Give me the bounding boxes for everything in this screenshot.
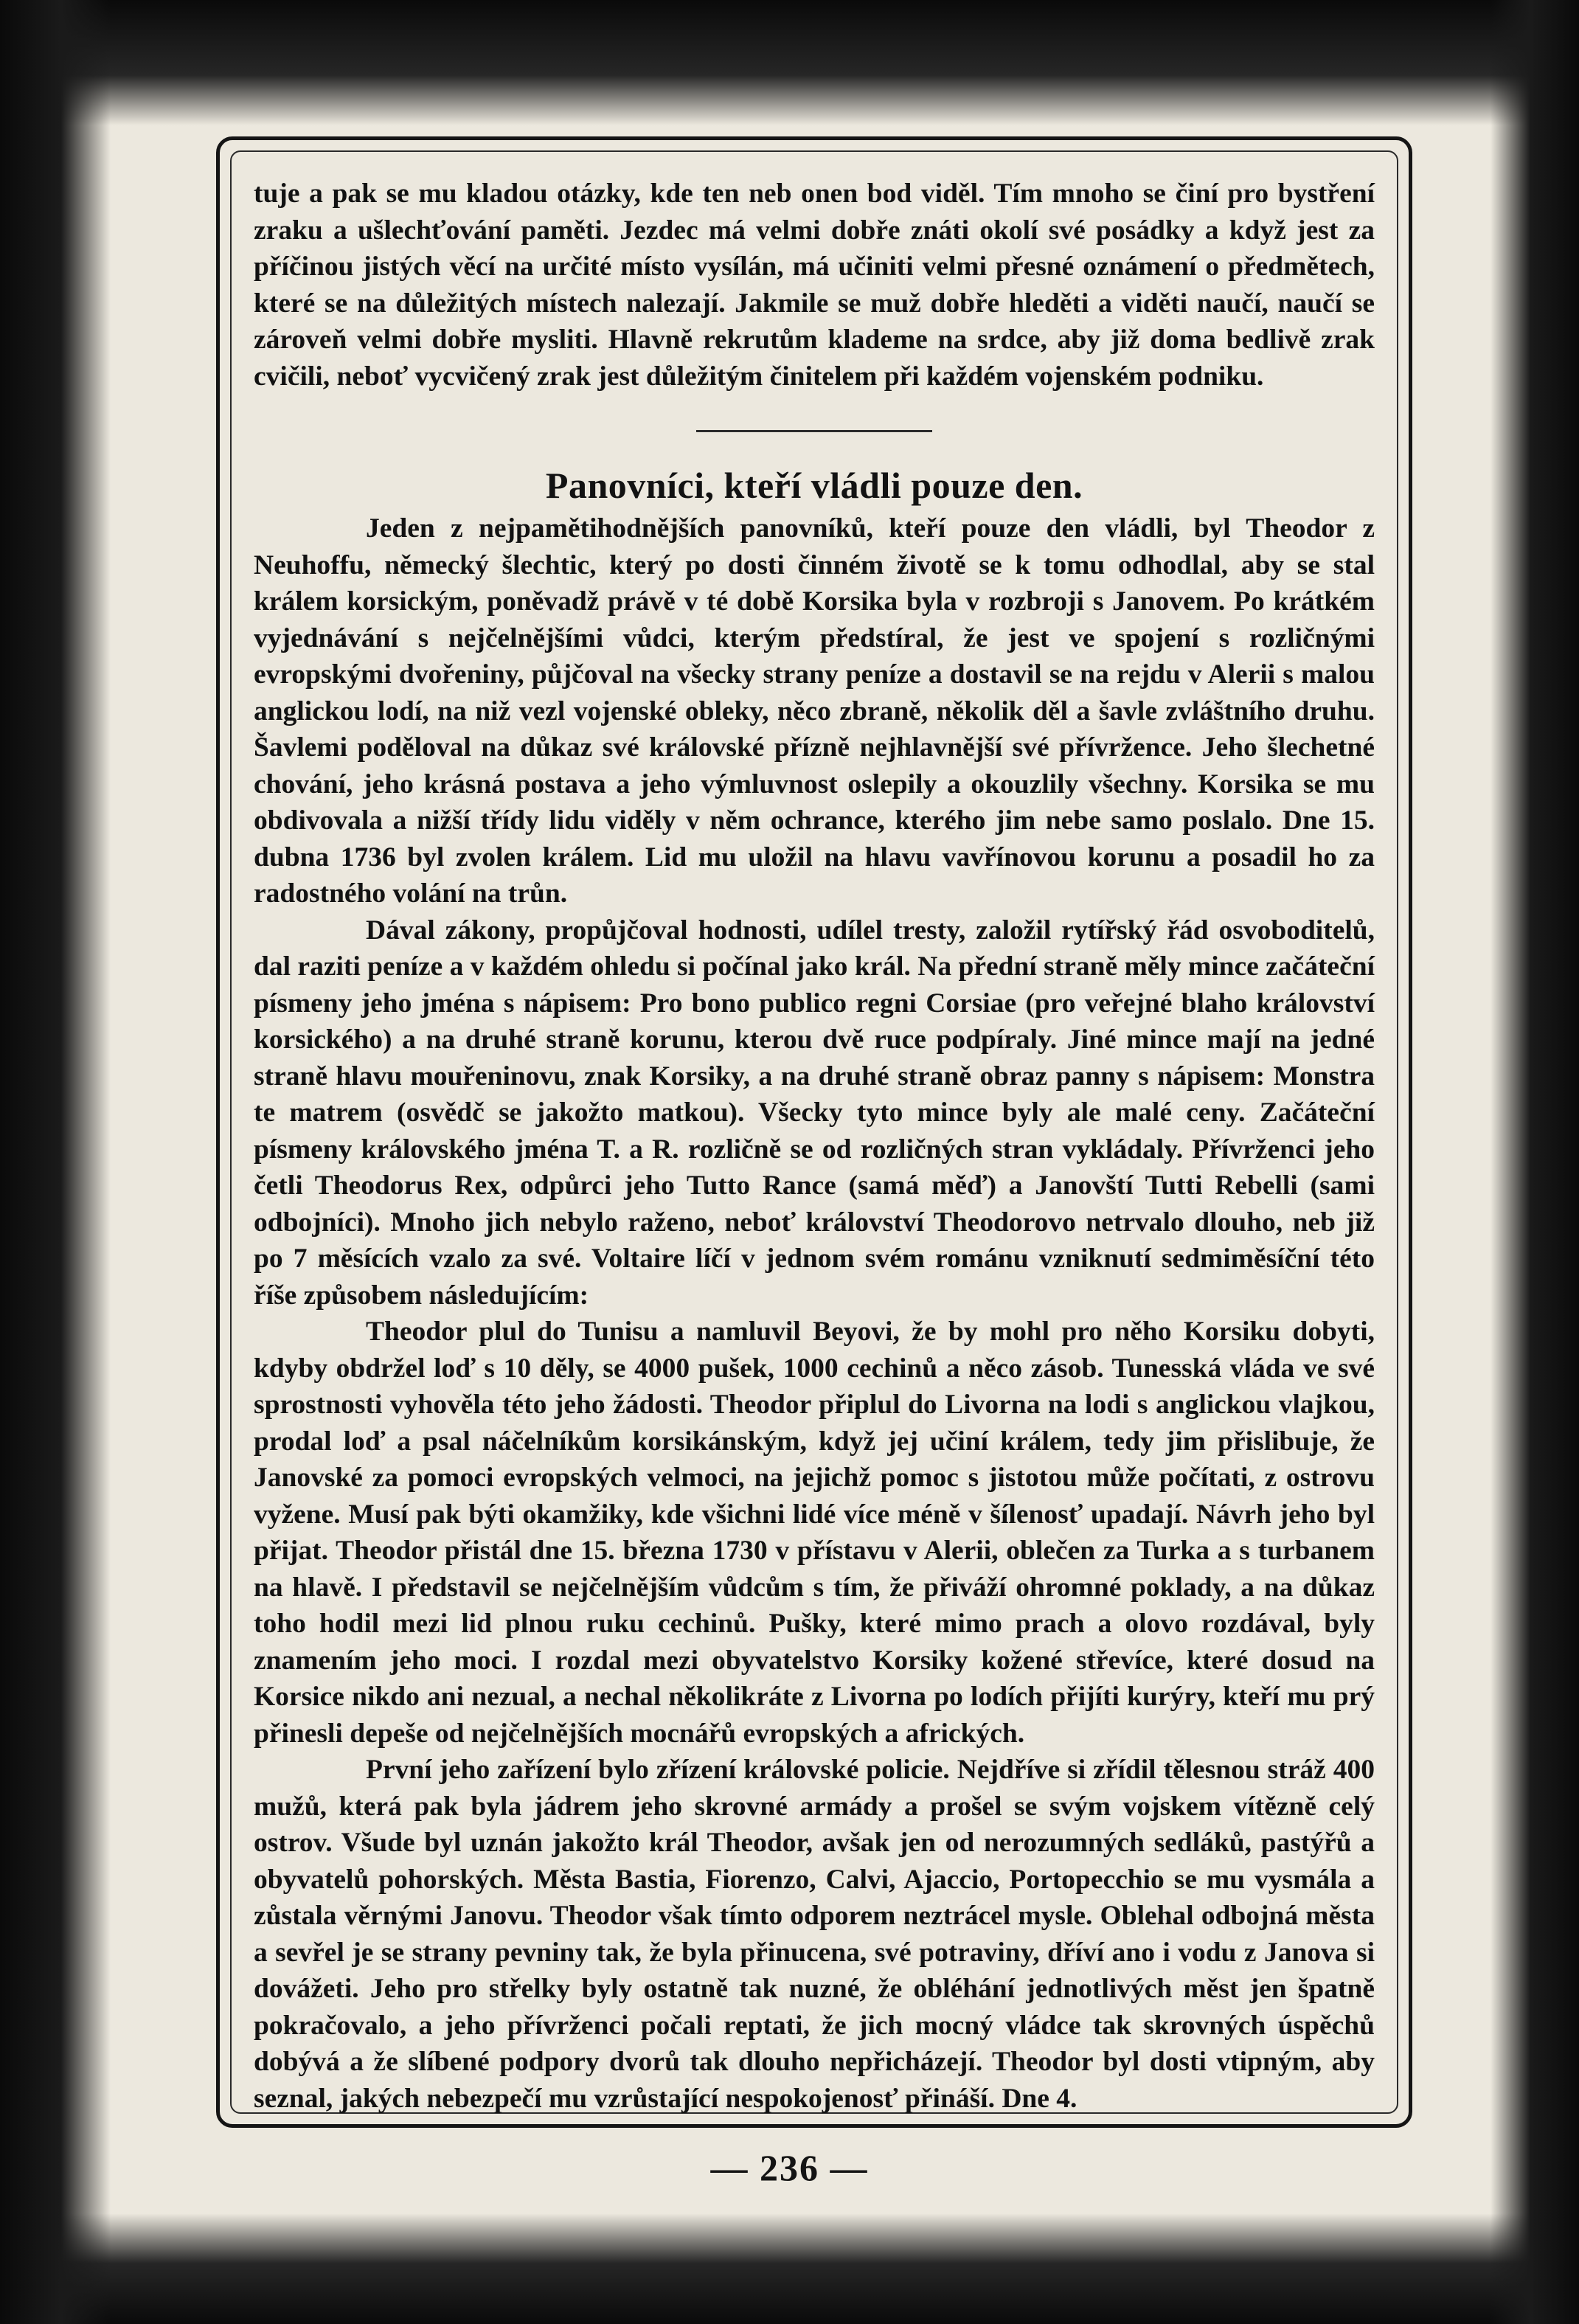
scan-edge-left (0, 0, 111, 2324)
article-paragraph: Dával zákony, propůjčoval hodnosti, udílel tresty, založil rytířský řád osvoboditelů, dal raziti peníze a v každém ohledu si počínal jako král. Na přední straně měly mince začáteční písmeny jeho jména s nápisem: Pro bono publico regni Corsiae (pro veřejné blaho království korsického) a na druhé straně korunu, kterou dvě ruce podpíraly. Jiné mince mají na jedné straně hlavu mouřeninovu, znak Korsiky, a na druhé straně obraz panny s nápisem: Monstra te matrem (osvědč se jakožto matkou). Všecky tyto mince byly ale malé ceny. Začáteční písmeny královského jména T. a R. rozličně se od rozličných stran vykládaly. Přívrženci jeho četli Theodorus Rex, odpůrci jeho Tutto Rance (samá měď) a Janovští Tutti Rebelli (sami odbojníci). Mnoho jich nebylo raženo, neboť království Theodorovo netrvalo dlouho, neb již po 7 měsících vzalo za své. Voltaire líčí v jednom svém románu vzniknutí sedmiměsíční této říše způsobem následujícím: (254, 915, 1375, 1311)
continued-paragraph: tuje a pak se mu kladou otázky, kde ten neb onen bod viděl. Tím mnoho se činí pro bystření zraku a ušlechťování paměti. Jezdec má velmi dobře znáti okolí své posádky a když jest za příčinou jistých věcí na určité místo vysílán, má učiniti velmi přesné oznámení o předmětech, které se na důležitých místech nalezají. Jakmile se muž dobře hleděti a viděti naučí, naučí se zároveň velmi dobře mysliti. Hlavně rekrutům klademe na srdce, aby již doma bedlivě zrak cvičili, neboť vycvičený zrak jest důležitým činitelem při každém vojenském podniku. (254, 178, 1375, 392)
page-number: — 236 — (710, 2147, 869, 2188)
scan-edge-right (1490, 0, 1579, 2324)
scan-edge-bottom (0, 2213, 1579, 2324)
article-title: Panovníci, kteří vládli pouze den. (545, 465, 1083, 506)
section-divider (696, 430, 932, 432)
article-paragraph: První jeho zařízení bylo zřízení královské policie. Nejdříve si zřídil tělesnou stráž 400 mužů, která pak byla jádrem jeho skrovné armády a prošel se svým vojskem vítězně celý ostrov. Všude byl uznán jakožto král Theodor, avšak jen od nerozumných sedláků, pastýřů a obyvatelů pohorských. Města Bastia, Fiorenzo, Calvi, Ajaccio, Portopecchio se mu vysmála a zůstala věrnými Janovu. Theodor však tímto odporem neztrácel mysle. Oblehal odbojná města a sevřel je se strany pevniny tak, že byla přinucena, své potraviny, dříví ano i vodu z Janova si dovážeti. Jeho pro střelky byly ostatně tak nuzné, že obléhání jednotlivých měst jen špatně pokračovalo, a jeho přívrženci počali reptati, že jich mocný vládce tak skrovných úspěchů dobývá a že slíbené podpory dvorů tak dlouho nepřicházejí. Theodor byl dosti vtipným, aby seznal, jakých nebezpečí mu vzrůstající nespokojenosť přináší. Dne 4. (254, 1755, 1375, 2114)
scan-edge-top (0, 0, 1579, 125)
page-content (254, 176, 1375, 2117)
article-paragraph: Jeden z nejpamětihodnějších panovníků, kteří pouze den vládli, byl Theodor z Neuhoffu, německý šlechtic, který po dosti činném životě se k tomu odhodlal, aby se stal králem korsickým, poněvadž právě v té době Korsika byla v rozbroji s Janovem. Po krátkém vyjednávání s nejčelnějšími vůdci, kterým předstíral, že jest ve spojení s rozličnými evropskými dvořeniny, půjčoval na všecky strany peníze a dostavil se na rejdu v Alerii s malou anglickou lodí, na niž vezl vojenské obleky, něco zbraně, několik děl a šavle zvláštního druhu. Šavlemi poděloval na důkaz své královské přízně nejhlavnější své přívržence. Jeho šlechetné chování, jeho krásná postava a jeho výmluvnost oslepily a okouzlily všechny. Korsika se mu obdivovala a nižší třídy lidu viděly v něm ochrance, kterého jim nebe samo poslalo. Dne 15. dubna 1736 byl zvolen králem. Lid mu uložil na hlavu vavřínovou korunu a posadil ho za radostného volání na trůn. (254, 513, 1375, 909)
article-paragraph: Theodor plul do Tunisu a namluvil Beyovi, že by mohl pro něho Korsiku dobyti, kdyby obdržel loď s 10 děly, se 4000 pušek, 1000 cechinů a něco zásob. Tunesská vláda ve své sprostnosti vyhověla této jeho žádosti. Theodor připlul do Livorna na lodi s anglickou vlajkou, prodal loď a psal náčelníkům korsikánským, když jej učiní králem, tedy jim přislibuje, že Janovské za pomoci evropských velmoci, na jejichž pomoc s jistotou může počítati, z ostrovu vyžene. Musí pak býti okamžiky, kde všichni lidé více méně v šílenosť upadají. Návrh jeho byl přijat. Theodor přistál dne 15. března 1730 v přístavu v Alerii, oblečen za Turka a s turbanem na hlavě. I představil se nejčelnějším vůdcům s tím, že přiváží ohromné poklady, a na důkaz toho hodil mezi lid plnou ruku cechinů. Pušky, které mimo prach a olovo rozdával, byly znamením jeho moci. I rozdal mezi obyvatelstvo Korsiky kožené střevíce, které dosud na Korsice nikdo ani nezual, a nechal několikráte z Livorna po lodích přijíti kurýry, kteří mu prý přinesli depeše od nejčelnějších mocnářů evropských a afrických. (254, 1317, 1375, 1749)
